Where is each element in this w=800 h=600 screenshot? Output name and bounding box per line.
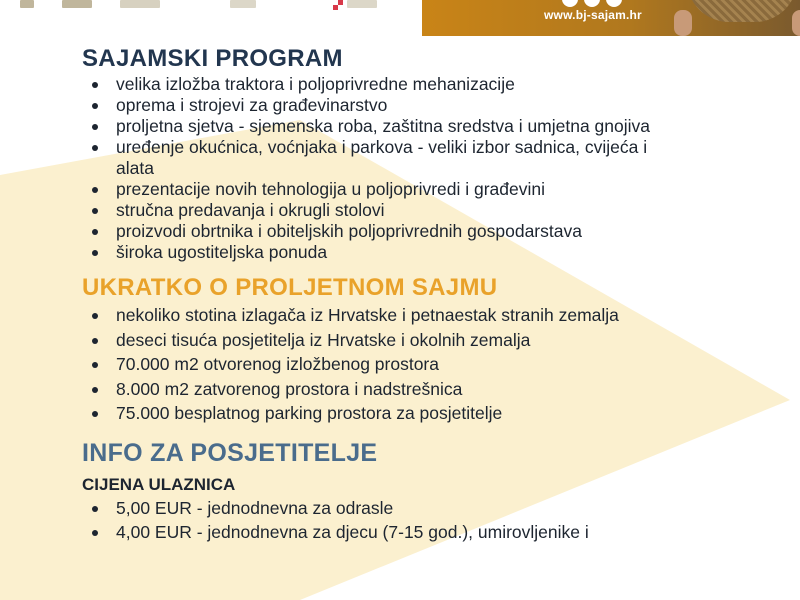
info-title: INFO ZA POSJETITELJE	[82, 438, 378, 467]
list-item: proizvodi obrtnika i obiteljskih poljoprivrednih gospodarstava	[82, 221, 782, 242]
list-item: velika izložba traktora i poljoprivredne mehanizacije	[82, 74, 782, 95]
list-item: 75.000 besplatnog parking prostora za posjetitelje	[82, 401, 782, 426]
list-item: deseci tisuća posjetitelja iz Hrvatske i okolnih zemalja	[82, 328, 782, 353]
partner-logo-icon	[62, 0, 92, 8]
list-item: široka ugostiteljska ponuda	[82, 242, 782, 263]
basket-icon	[687, 0, 797, 22]
croatia-coat-of-arms-icon	[333, 0, 343, 10]
list-item: oprema i strojevi za građevinarstvo	[82, 95, 782, 116]
program-list	[82, 74, 782, 263]
ticket-price-heading: CIJENA ULAZNICA	[82, 474, 236, 494]
list-item: 70.000 m2 otvorenog izložbenog prostora	[82, 352, 782, 377]
section-info	[82, 438, 782, 544]
ukratko-title: UKRATKO O PROLJETNOM SAJMU	[82, 274, 498, 301]
hand-left	[674, 10, 692, 36]
banner-date-fragment	[562, 0, 652, 4]
list-item: nekoliko stotina izlagača iz Hrvatske i petnaestak stranih zemalja	[82, 303, 782, 328]
fair-banner	[422, 0, 800, 36]
partner-logo-icon	[20, 0, 34, 8]
hand-right	[792, 10, 800, 36]
section-program	[82, 44, 782, 263]
list-item: proljetna sjetva - sjemenska roba, zaštitna sredstva i umjetna gnojiva	[82, 116, 676, 137]
partner-logos	[0, 0, 420, 14]
list-item: uređenje okućnica, voćnjaka i parkova - veliki izbor sadnica, cvijeća i alata	[82, 137, 676, 179]
list-item: prezentacije novih tehnologija u poljoprivredi i građevini	[82, 179, 782, 200]
list-item: 8.000 m2 zatvorenog prostora i nadstrešnica	[82, 377, 782, 402]
program-title: SAJAMSKI PROGRAM	[82, 45, 343, 72]
banner-url: www.bj-sajam.hr	[544, 8, 642, 22]
list-item: stručna predavanja i okrugli stolovi	[82, 200, 782, 221]
list-item: 5,00 EUR - jednodnevna za odrasle	[82, 496, 782, 520]
partner-logo-icon	[347, 0, 377, 8]
ukratko-list	[82, 303, 782, 426]
ticket-price-list	[82, 496, 782, 544]
partner-logo-icon	[120, 0, 160, 8]
flyer-content	[82, 44, 782, 544]
section-ukratko	[82, 273, 782, 426]
list-item: 4,00 EUR - jednodnevna za djecu (7-15 god.), umirovljenike i	[82, 520, 782, 544]
partner-logo-icon	[230, 0, 256, 8]
